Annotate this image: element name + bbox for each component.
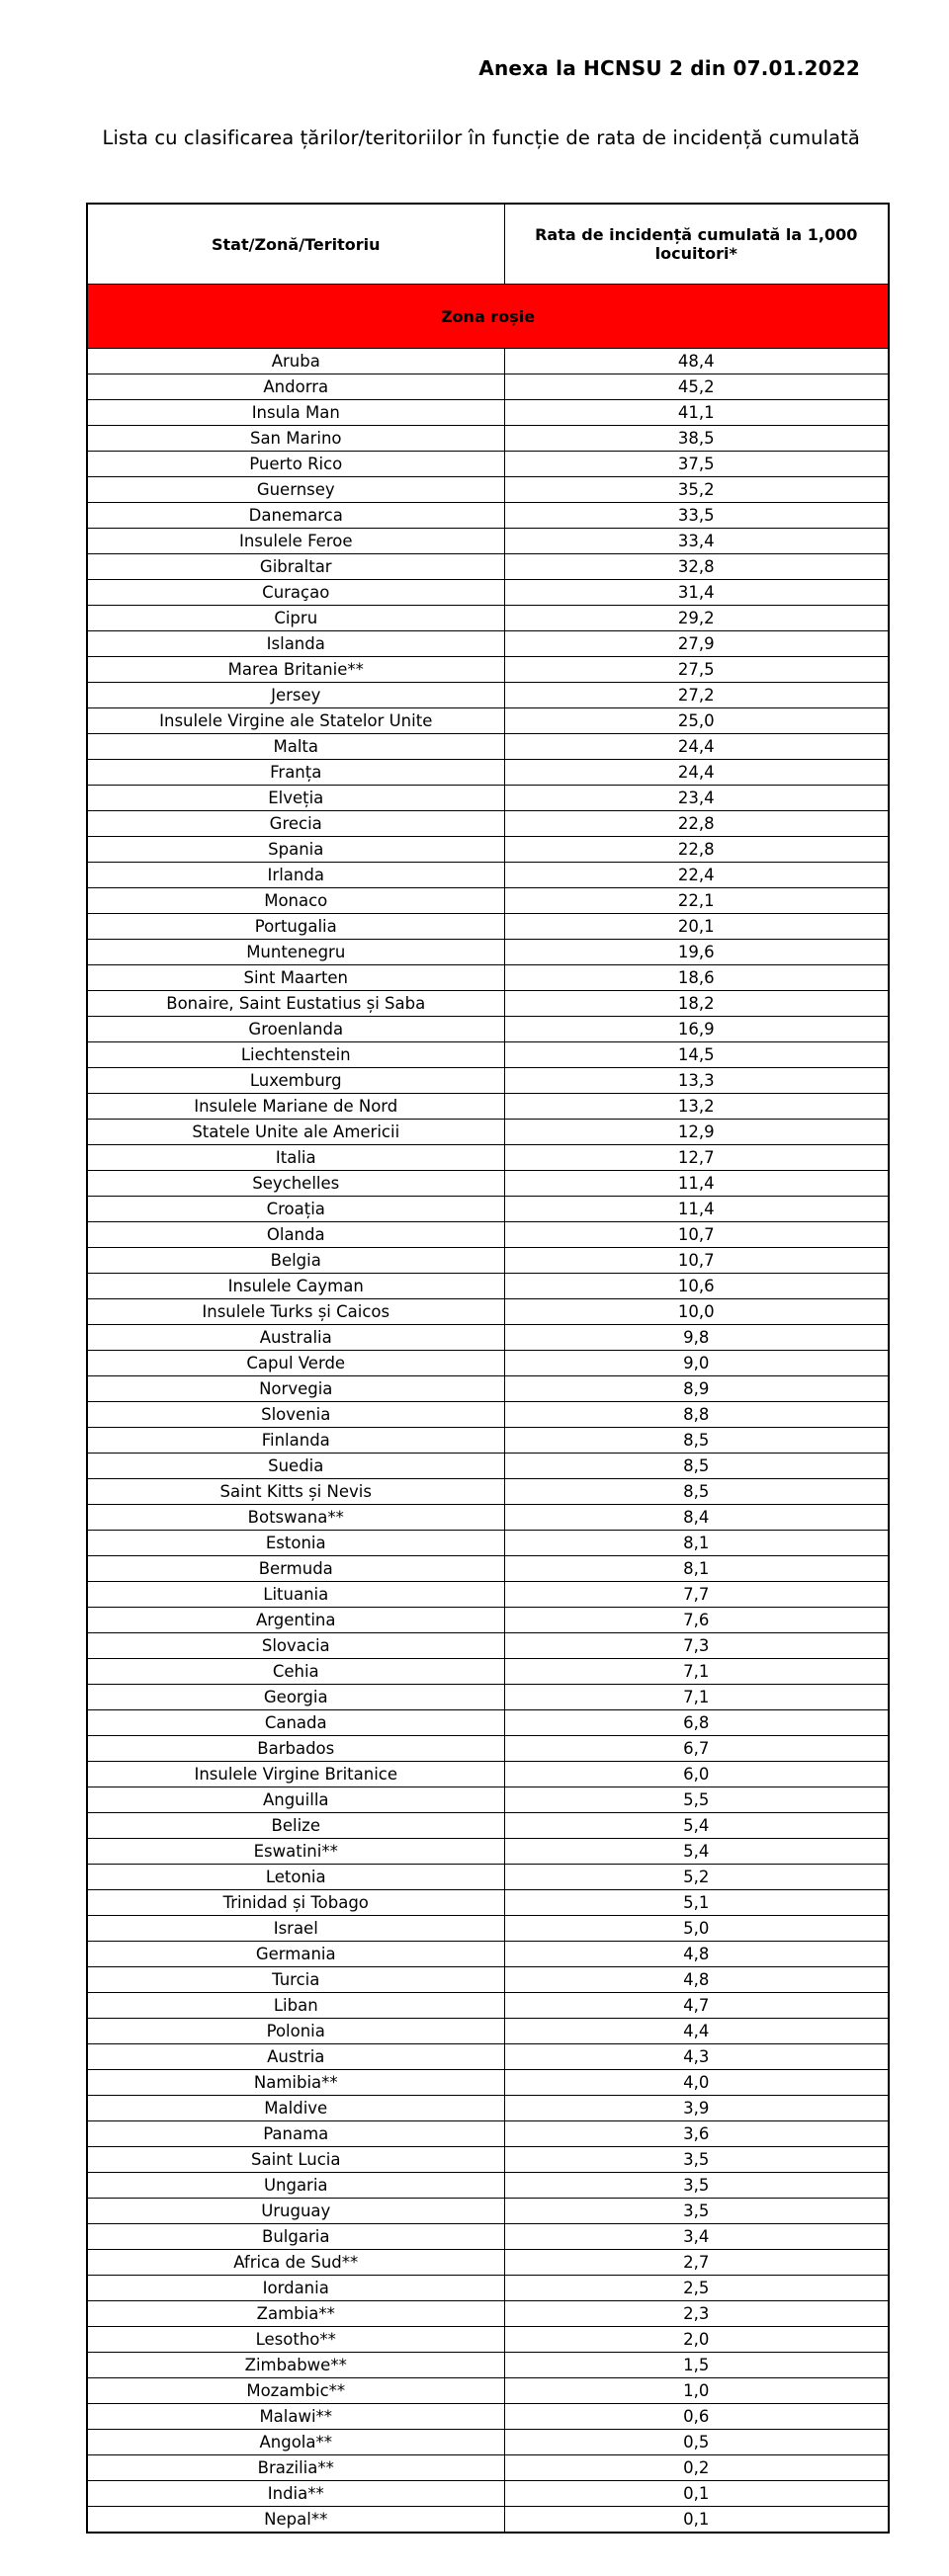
table-row: [87, 991, 889, 1017]
rate-cell: 4,4: [504, 2019, 889, 2044]
rate-cell: 4,7: [504, 1993, 889, 2019]
rate-cell: 2,3: [504, 2301, 889, 2327]
rate-cell: 9,8: [504, 1325, 889, 1351]
table-row: [87, 503, 889, 529]
country-cell: Panama: [87, 2121, 504, 2147]
rate-cell: 20,1: [504, 914, 889, 940]
table-row: [87, 1351, 889, 1376]
table-row: [87, 1505, 889, 1531]
country-cell: Malawi**: [87, 2404, 504, 2430]
table-row: [87, 1454, 889, 1479]
rate-cell: 8,9: [504, 1376, 889, 1402]
table-row: [87, 2327, 889, 2353]
rate-cell: 18,6: [504, 965, 889, 991]
country-cell: San Marino: [87, 426, 504, 452]
incidence-table-container: [86, 203, 888, 2534]
rate-cell: 5,1: [504, 1890, 889, 1916]
rate-cell: 3,5: [504, 2147, 889, 2173]
table-row: [87, 2224, 889, 2250]
country-cell: Aruba: [87, 349, 504, 374]
table-row: [87, 2147, 889, 2173]
rate-cell: 27,2: [504, 683, 889, 708]
table-row: [87, 811, 889, 837]
table-row: [87, 863, 889, 888]
country-cell: Sint Maarten: [87, 965, 504, 991]
table-row: [87, 2301, 889, 2327]
rate-cell: 3,5: [504, 2199, 889, 2224]
table-row: [87, 1325, 889, 1351]
country-cell: Maldive: [87, 2096, 504, 2121]
country-cell: Canada: [87, 1710, 504, 1736]
country-cell: Brazilia**: [87, 2455, 504, 2481]
table-row: [87, 1120, 889, 1145]
rate-cell: 4,3: [504, 2044, 889, 2070]
table-row: [87, 837, 889, 863]
rate-cell: 0,5: [504, 2430, 889, 2455]
column-header-country: Stat/Zonă/Teritoriu: [87, 204, 504, 285]
rate-cell: 2,0: [504, 2327, 889, 2353]
rate-cell: 18,2: [504, 991, 889, 1017]
country-cell: Finlanda: [87, 1428, 504, 1454]
country-cell: Marea Britanie**: [87, 657, 504, 683]
country-cell: Anguilla: [87, 1787, 504, 1813]
country-cell: Georgia: [87, 1685, 504, 1710]
table-row: [87, 786, 889, 811]
rate-cell: 7,1: [504, 1685, 889, 1710]
rate-cell: 22,1: [504, 888, 889, 914]
rate-cell: 8,5: [504, 1454, 889, 1479]
rate-cell: 5,2: [504, 1865, 889, 1890]
rate-cell: 38,5: [504, 426, 889, 452]
table-row: [87, 1094, 889, 1120]
rate-cell: 1,0: [504, 2378, 889, 2404]
country-cell: Curaçao: [87, 580, 504, 606]
rate-cell: 2,5: [504, 2276, 889, 2301]
rate-cell: 8,4: [504, 1505, 889, 1531]
country-cell: Liechtenstein: [87, 1042, 504, 1068]
country-cell: Croația: [87, 1197, 504, 1222]
table-row: [87, 426, 889, 452]
country-cell: Olanda: [87, 1222, 504, 1248]
table-row: [87, 1222, 889, 1248]
column-header-rate: Rata de incidență cumulată la 1,000 locuitori*: [504, 204, 889, 285]
country-cell: Namibia**: [87, 2070, 504, 2096]
rate-cell: 29,2: [504, 606, 889, 631]
country-cell: Lituania: [87, 1582, 504, 1608]
country-cell: Argentina: [87, 1608, 504, 1633]
zone-row: [87, 285, 889, 349]
table-row: [87, 554, 889, 580]
country-cell: Africa de Sud**: [87, 2250, 504, 2276]
rate-cell: 7,1: [504, 1659, 889, 1685]
table-row: [87, 1685, 889, 1710]
rate-cell: 7,6: [504, 1608, 889, 1633]
table-row: [87, 2455, 889, 2481]
country-cell: Saint Kitts și Nevis: [87, 1479, 504, 1505]
country-cell: Italia: [87, 1145, 504, 1171]
table-row: [87, 1376, 889, 1402]
rate-cell: 19,6: [504, 940, 889, 965]
table-row: [87, 1068, 889, 1094]
rate-cell: 0,6: [504, 2404, 889, 2430]
country-cell: Slovenia: [87, 1402, 504, 1428]
table-row: [87, 2121, 889, 2147]
rate-cell: 22,4: [504, 863, 889, 888]
country-cell: Spania: [87, 837, 504, 863]
table-row: [87, 657, 889, 683]
country-cell: Seychelles: [87, 1171, 504, 1197]
country-cell: Cehia: [87, 1659, 504, 1685]
table-row: [87, 1479, 889, 1505]
rate-cell: 4,8: [504, 1942, 889, 1967]
rate-cell: 4,0: [504, 2070, 889, 2096]
rate-cell: 8,5: [504, 1479, 889, 1505]
table-row: [87, 2173, 889, 2199]
country-cell: Andorra: [87, 374, 504, 400]
country-cell: Cipru: [87, 606, 504, 631]
country-cell: Lesotho**: [87, 2327, 504, 2353]
table-row: [87, 2096, 889, 2121]
rate-cell: 12,9: [504, 1120, 889, 1145]
table-row: [87, 2404, 889, 2430]
rate-cell: 10,7: [504, 1222, 889, 1248]
rate-cell: 6,7: [504, 1736, 889, 1762]
country-cell: Belgia: [87, 1248, 504, 1274]
country-cell: Israel: [87, 1916, 504, 1942]
rate-cell: 14,5: [504, 1042, 889, 1068]
country-cell: Saint Lucia: [87, 2147, 504, 2173]
country-cell: Insulele Virgine ale Statelor Unite: [87, 708, 504, 734]
table-row: [87, 1556, 889, 1582]
table-row: [87, 1890, 889, 1916]
rate-cell: 16,9: [504, 1017, 889, 1042]
table-row: [87, 2070, 889, 2096]
rate-cell: 7,3: [504, 1633, 889, 1659]
country-cell: Iordania: [87, 2276, 504, 2301]
rate-cell: 9,0: [504, 1351, 889, 1376]
country-cell: Statele Unite ale Americii: [87, 1120, 504, 1145]
table-row: [87, 374, 889, 400]
country-cell: Belize: [87, 1813, 504, 1839]
rate-cell: 12,7: [504, 1145, 889, 1171]
country-cell: Luxemburg: [87, 1068, 504, 1094]
table-row: [87, 1608, 889, 1633]
rate-cell: 6,8: [504, 1710, 889, 1736]
rate-cell: 27,9: [504, 631, 889, 657]
country-cell: Puerto Rico: [87, 452, 504, 477]
country-cell: Jersey: [87, 683, 504, 708]
table-row: [87, 2276, 889, 2301]
table-row: [87, 1916, 889, 1942]
table-row: [87, 888, 889, 914]
table-row: [87, 683, 889, 708]
rate-cell: 4,8: [504, 1967, 889, 1993]
country-cell: Islanda: [87, 631, 504, 657]
table-row: [87, 1274, 889, 1299]
rate-cell: 37,5: [504, 452, 889, 477]
table-row: [87, 2481, 889, 2507]
table-row: [87, 1942, 889, 1967]
country-cell: Nepal**: [87, 2507, 504, 2534]
country-cell: Portugalia: [87, 914, 504, 940]
table-row: [87, 1633, 889, 1659]
rate-cell: 2,7: [504, 2250, 889, 2276]
rate-cell: 3,9: [504, 2096, 889, 2121]
rate-cell: 8,8: [504, 1402, 889, 1428]
rate-cell: 32,8: [504, 554, 889, 580]
table-row: [87, 529, 889, 554]
country-cell: Letonia: [87, 1865, 504, 1890]
rate-cell: 1,5: [504, 2353, 889, 2378]
rate-cell: 3,5: [504, 2173, 889, 2199]
table-row: [87, 1762, 889, 1787]
annex-title: Anexa la HCNSU 2 din 07.01.2022: [478, 56, 860, 80]
country-cell: Insulele Cayman: [87, 1274, 504, 1299]
table-row: [87, 631, 889, 657]
rate-cell: 24,4: [504, 734, 889, 760]
rate-cell: 8,5: [504, 1428, 889, 1454]
country-cell: Grecia: [87, 811, 504, 837]
country-cell: Barbados: [87, 1736, 504, 1762]
country-cell: Franța: [87, 760, 504, 786]
country-cell: Germania: [87, 1942, 504, 1967]
table-row: [87, 914, 889, 940]
rate-cell: 22,8: [504, 837, 889, 863]
table-row: [87, 2353, 889, 2378]
rate-cell: 8,1: [504, 1531, 889, 1556]
country-cell: Trinidad și Tobago: [87, 1890, 504, 1916]
table-row: [87, 2430, 889, 2455]
rate-cell: 25,0: [504, 708, 889, 734]
table-row: [87, 349, 889, 374]
table-row: [87, 708, 889, 734]
country-cell: Irlanda: [87, 863, 504, 888]
table-row: [87, 1865, 889, 1890]
table-row: [87, 1402, 889, 1428]
table-row: [87, 1428, 889, 1454]
country-cell: Bermuda: [87, 1556, 504, 1582]
country-cell: Groenlanda: [87, 1017, 504, 1042]
table-row: [87, 1839, 889, 1865]
rate-cell: 33,5: [504, 503, 889, 529]
table-row: [87, 2199, 889, 2224]
country-cell: Insulele Feroe: [87, 529, 504, 554]
table-row: [87, 1248, 889, 1274]
country-cell: Danemarca: [87, 503, 504, 529]
country-cell: Austria: [87, 2044, 504, 2070]
rate-cell: 6,0: [504, 1762, 889, 1787]
rate-cell: 5,0: [504, 1916, 889, 1942]
rate-cell: 5,5: [504, 1787, 889, 1813]
rate-cell: 5,4: [504, 1813, 889, 1839]
table-row: [87, 1531, 889, 1556]
country-cell: Insula Man: [87, 400, 504, 426]
country-cell: Bonaire, Saint Eustatius și Saba: [87, 991, 504, 1017]
country-cell: Malta: [87, 734, 504, 760]
zone-label: Zona roșie: [87, 285, 889, 349]
table-row: [87, 760, 889, 786]
rate-cell: 0,1: [504, 2481, 889, 2507]
rate-cell: 41,1: [504, 400, 889, 426]
table-row: [87, 1967, 889, 1993]
table-row: [87, 940, 889, 965]
country-cell: Suedia: [87, 1454, 504, 1479]
rate-cell: 11,4: [504, 1171, 889, 1197]
table-row: [87, 477, 889, 503]
country-cell: Gibraltar: [87, 554, 504, 580]
country-cell: Zambia**: [87, 2301, 504, 2327]
rate-cell: 13,2: [504, 1094, 889, 1120]
rate-cell: 35,2: [504, 477, 889, 503]
incidence-table: [86, 203, 890, 2534]
table-row: [87, 580, 889, 606]
table-row: [87, 2507, 889, 2534]
rate-cell: 48,4: [504, 349, 889, 374]
rate-cell: 3,6: [504, 2121, 889, 2147]
rate-cell: 31,4: [504, 580, 889, 606]
list-subtitle: Lista cu clasificarea țărilor/teritoriilor în funcție de rata de incidență cumulată: [102, 126, 860, 149]
table-row: [87, 452, 889, 477]
rate-cell: 0,1: [504, 2507, 889, 2534]
country-cell: Estonia: [87, 1531, 504, 1556]
table-row: [87, 1582, 889, 1608]
table-row: [87, 2019, 889, 2044]
country-cell: Turcia: [87, 1967, 504, 1993]
country-cell: Australia: [87, 1325, 504, 1351]
rate-cell: 23,4: [504, 786, 889, 811]
rate-cell: 11,4: [504, 1197, 889, 1222]
table-row: [87, 2250, 889, 2276]
table-row: [87, 606, 889, 631]
rate-cell: 24,4: [504, 760, 889, 786]
country-cell: Slovacia: [87, 1633, 504, 1659]
table-row: [87, 1017, 889, 1042]
table-row: [87, 400, 889, 426]
country-cell: Monaco: [87, 888, 504, 914]
country-cell: Insulele Turks și Caicos: [87, 1299, 504, 1325]
table-row: [87, 1813, 889, 1839]
rate-cell: 7,7: [504, 1582, 889, 1608]
table-row: [87, 1197, 889, 1222]
country-cell: Botswana**: [87, 1505, 504, 1531]
rate-cell: 45,2: [504, 374, 889, 400]
rate-cell: 10,6: [504, 1274, 889, 1299]
country-cell: India**: [87, 2481, 504, 2507]
rate-cell: 10,7: [504, 1248, 889, 1274]
table-row: [87, 1710, 889, 1736]
country-cell: Insulele Mariane de Nord: [87, 1094, 504, 1120]
rate-cell: 0,2: [504, 2455, 889, 2481]
country-cell: Mozambic**: [87, 2378, 504, 2404]
country-cell: Angola**: [87, 2430, 504, 2455]
rate-cell: 10,0: [504, 1299, 889, 1325]
table-row: [87, 1171, 889, 1197]
table-row: [87, 965, 889, 991]
table-row: [87, 1659, 889, 1685]
table-row: [87, 1299, 889, 1325]
country-cell: Uruguay: [87, 2199, 504, 2224]
country-cell: Muntenegru: [87, 940, 504, 965]
country-cell: Insulele Virgine Britanice: [87, 1762, 504, 1787]
table-row: [87, 1993, 889, 2019]
rate-cell: 13,3: [504, 1068, 889, 1094]
country-cell: Bulgaria: [87, 2224, 504, 2250]
country-cell: Eswatini**: [87, 1839, 504, 1865]
table-row: [87, 1042, 889, 1068]
rate-cell: 27,5: [504, 657, 889, 683]
country-cell: Elveția: [87, 786, 504, 811]
table-row: [87, 734, 889, 760]
table-row: [87, 2378, 889, 2404]
table-row: [87, 1787, 889, 1813]
rate-cell: 5,4: [504, 1839, 889, 1865]
rate-cell: 3,4: [504, 2224, 889, 2250]
rate-cell: 33,4: [504, 529, 889, 554]
country-cell: Capul Verde: [87, 1351, 504, 1376]
rate-cell: 22,8: [504, 811, 889, 837]
country-cell: Liban: [87, 1993, 504, 2019]
country-cell: Ungaria: [87, 2173, 504, 2199]
table-row: [87, 1145, 889, 1171]
table-row: [87, 2044, 889, 2070]
country-cell: Guernsey: [87, 477, 504, 503]
country-cell: Norvegia: [87, 1376, 504, 1402]
country-cell: Polonia: [87, 2019, 504, 2044]
rate-cell: 8,1: [504, 1556, 889, 1582]
table-row: [87, 1736, 889, 1762]
country-cell: Zimbabwe**: [87, 2353, 504, 2378]
table-header-row: [87, 204, 889, 285]
